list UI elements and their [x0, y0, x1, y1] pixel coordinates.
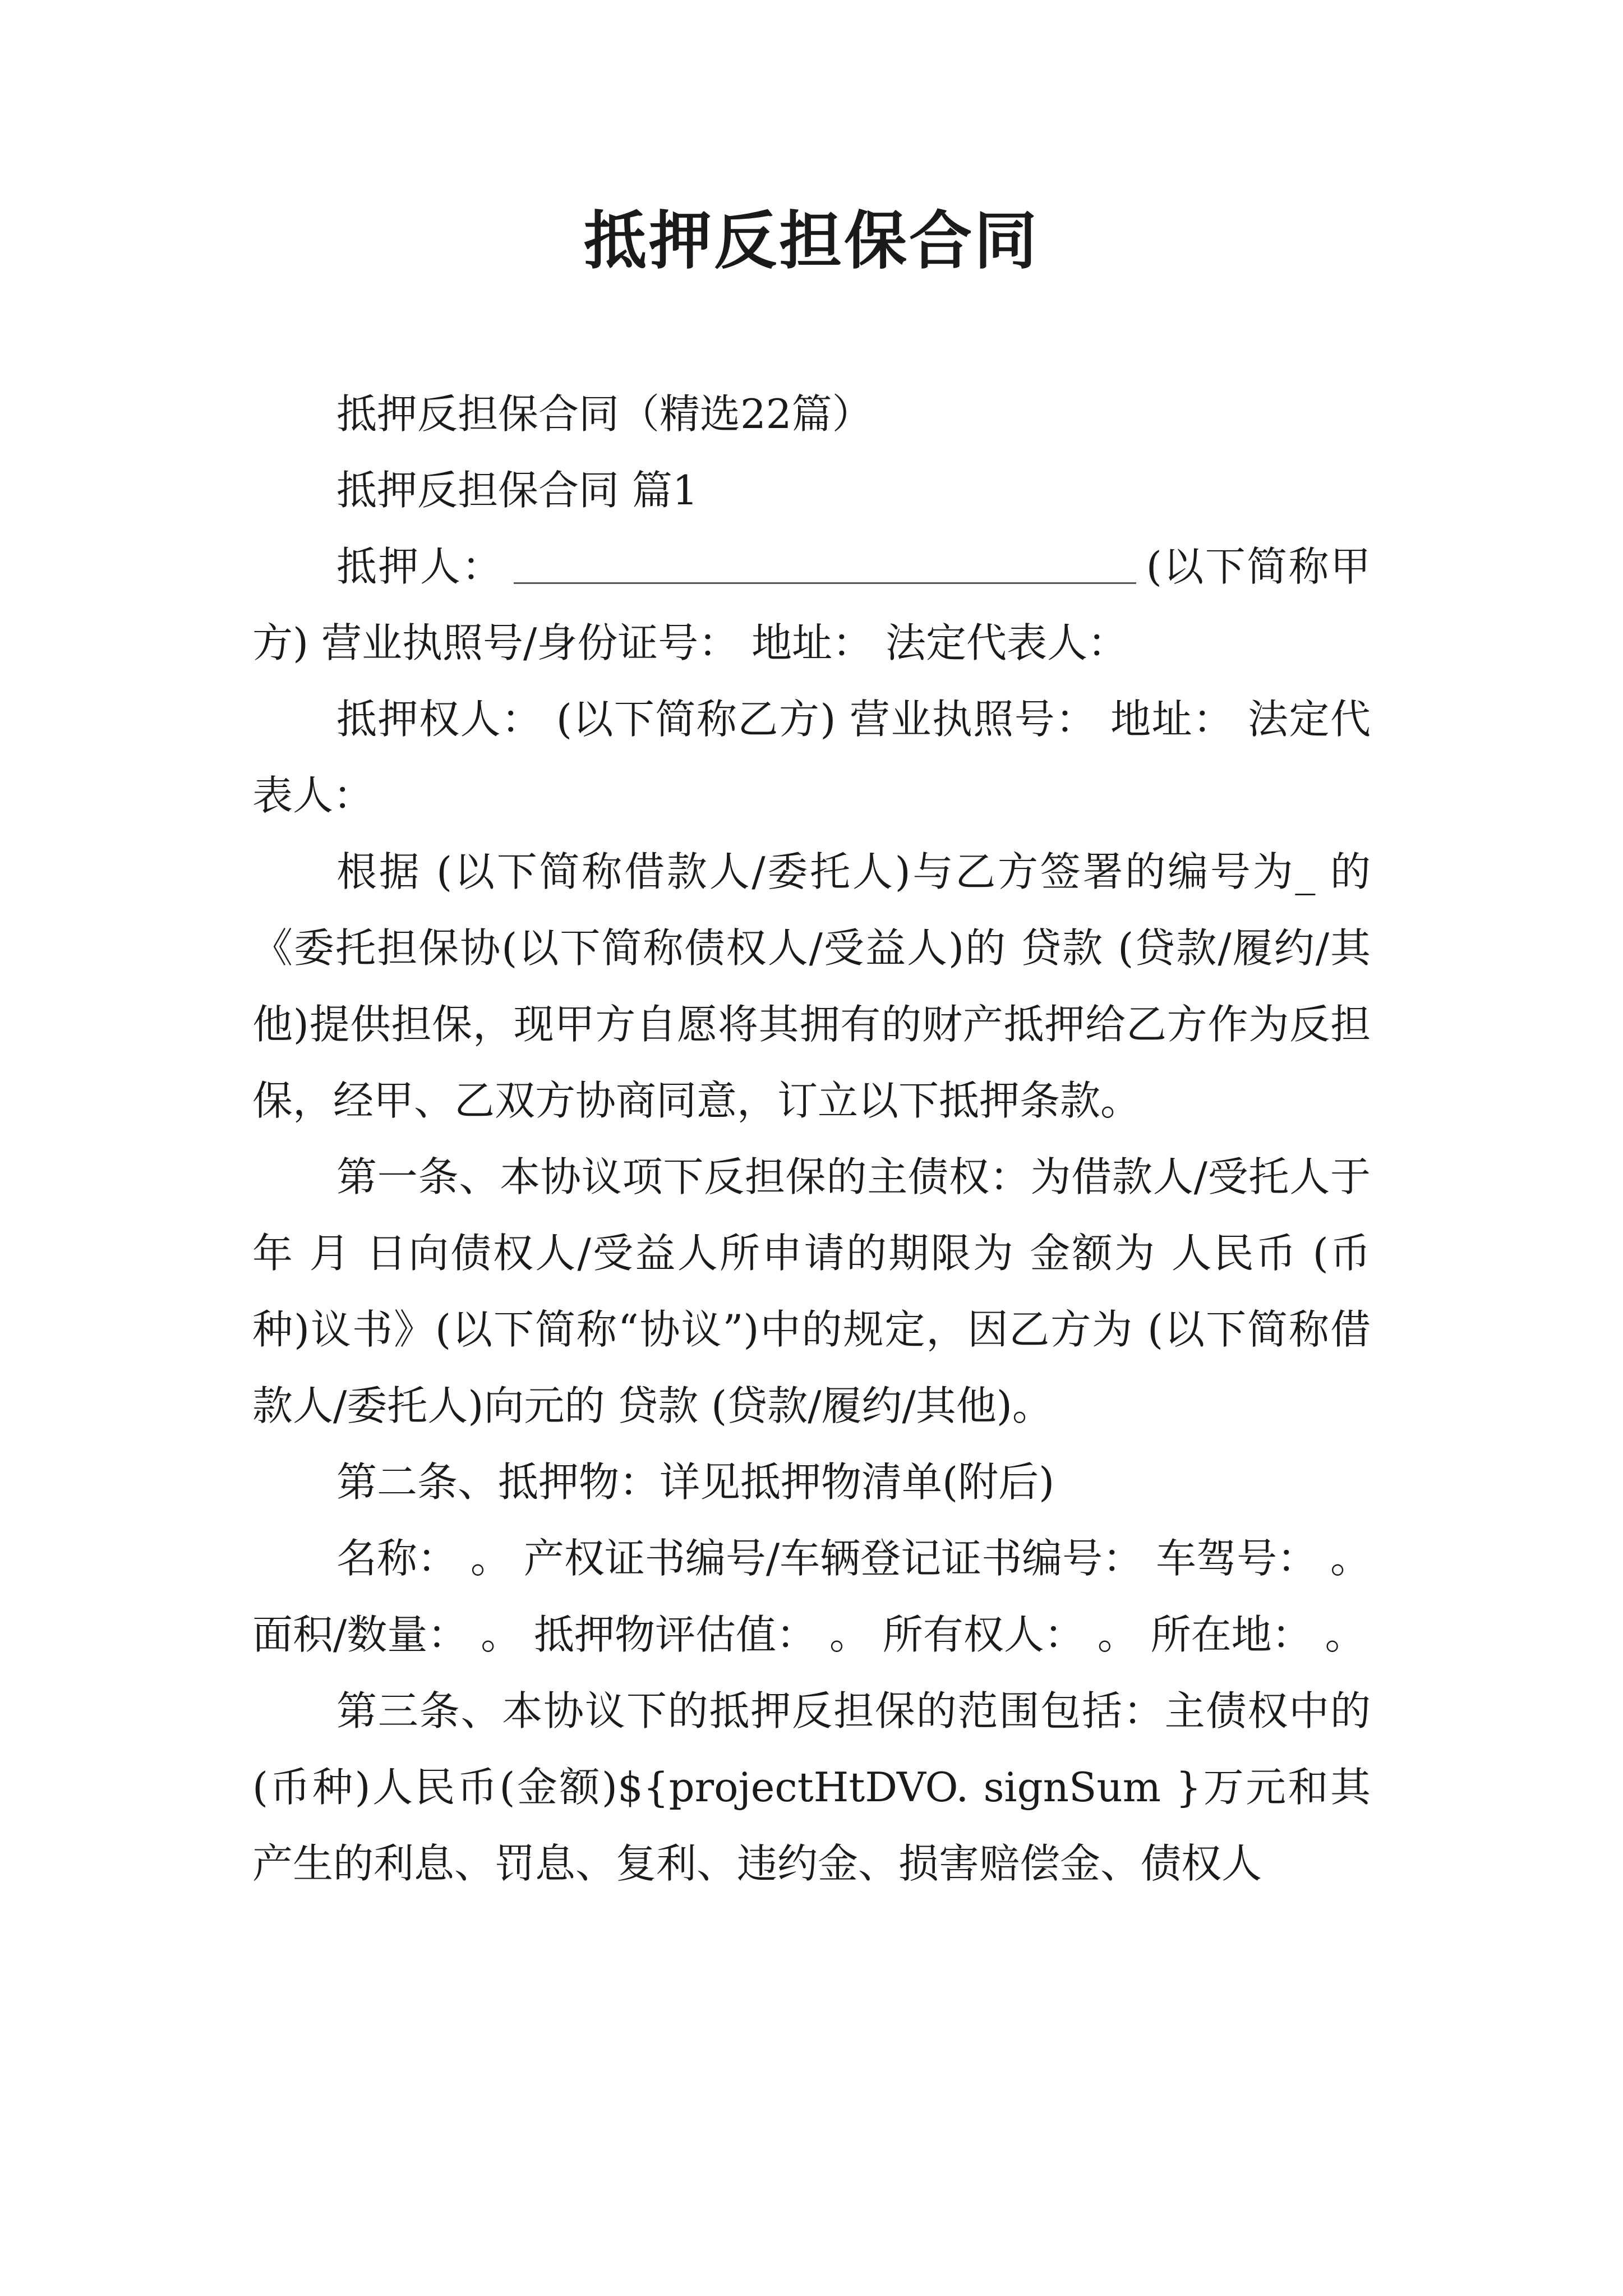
paragraph-mortgagor [252, 528, 1371, 681]
paragraph-collateral-details: 名称： 。 产权证书编号/车辆登记证书编号： 车驾号： 。 面积/数量： 。 抵押物评估值： 。 所有权人： 。 所在地： 。 [252, 1535, 1371, 1658]
document-body [252, 376, 1371, 1902]
mortgagor-label: 抵押人： [336, 543, 504, 590]
paragraph-article-2: 第二条、抵押物：详见抵押物清单(附后) [336, 1458, 1055, 1506]
mortgagor-blank-line [514, 542, 1136, 584]
paragraph-mortgagee: 抵押权人： (以下简称乙方) 营业执照号： 地址： 法定代表人： [252, 696, 1371, 819]
document-title: 抵押反担保合同 [584, 204, 1039, 278]
mortgagor-details: (以下简称甲方) 营业执照号/身份证号： 地址： 法定代表人： [252, 543, 1371, 666]
paragraph-section-heading: 抵押反担保合同 篇1 [336, 467, 698, 514]
paragraph-article-3: 第三条、本协议下的抵押反担保的范围包括：主债权中的(币种)人民币(金额)${projectHtDVO. signSum }万元和其产生的利息、罚息、复利、违约金、损害赔偿金、债权人 [252, 1687, 1371, 1887]
paragraph-article-1: 第一条、本协议项下反担保的主债权：为借款人/受托人于 年 月 日向债权人/受益人所申请的期限为 金额为 人民币 (币种)议书》(以下简称“协议”)中的规定，因乙方为 (以下简称借款人/委托人)向元的 贷款 (贷款/履约/其他)。 [252, 1153, 1371, 1429]
paragraph-subtitle: 抵押反担保合同（精选22篇） [336, 390, 873, 438]
paragraph-preamble: 根据 (以下简称借款人/委托人)与乙方签署的编号为_ 的《委托担保协(以下简称债权人/受益人)的 贷款 (贷款/履约/其他)提供担保，现甲方自愿将其拥有的财产抵押给乙方作为反担保，经甲、乙双方协商同意，订立以下抵押条款。 [252, 848, 1371, 1124]
